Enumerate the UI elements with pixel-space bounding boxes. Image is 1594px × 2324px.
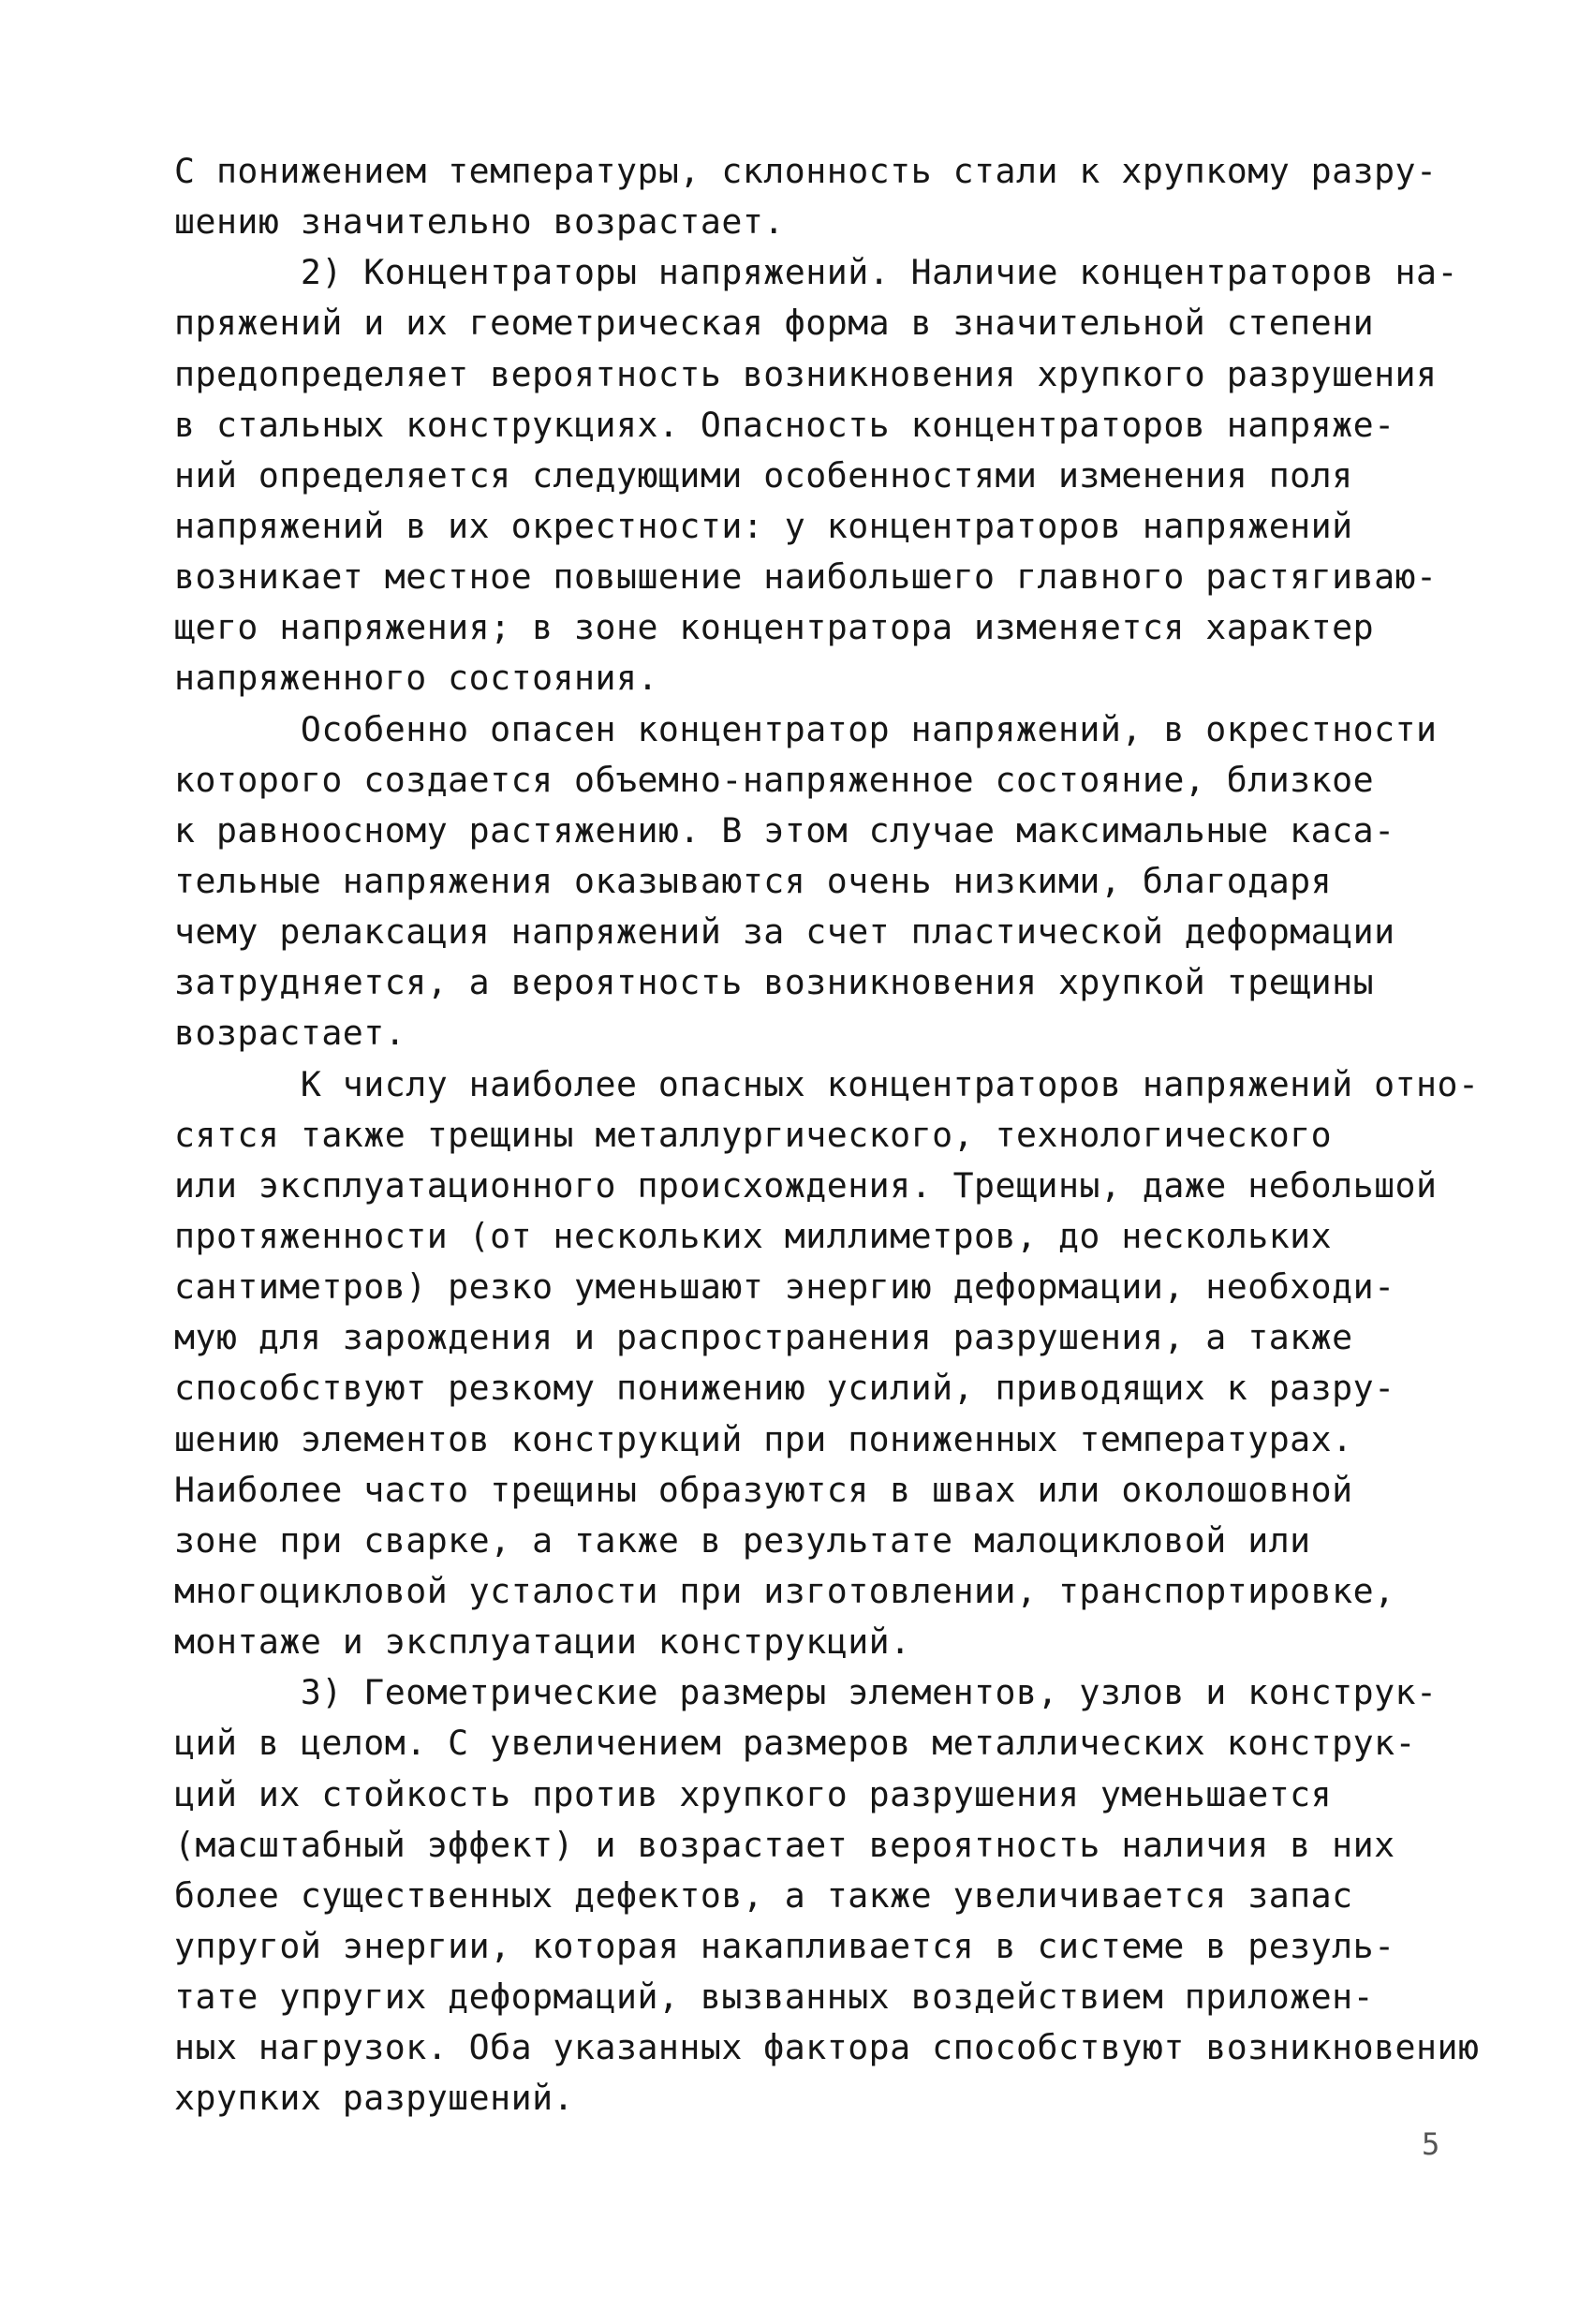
text-line: пряжений и их геометрическая форма в значительной степени <box>174 303 1375 344</box>
text-line: шению значительно возрастает. <box>174 201 785 243</box>
text-line: или эксплуатационного происхождения. Трещины, даже небольшой <box>174 1164 1438 1206</box>
text-line: предопределяет вероятность возникновения хрупкого разрушения <box>174 353 1438 394</box>
page-number: 5 <box>1422 2126 1440 2162</box>
text-line: ций их стойкость против хрупкого разрушения уменьшается <box>174 1773 1333 1814</box>
text-line: напряженного состояния. <box>174 658 658 699</box>
body-text <box>174 146 1480 2124</box>
text-line: многоцикловой усталости при изготовлении, транспортировке, <box>174 1570 1395 1611</box>
text-line: напряжений в их окрестности: у концентраторов напряжений <box>174 505 1353 546</box>
text-line: Наиболее часто трещины образуются в швах или околошовной <box>174 1469 1353 1510</box>
text-line: мую для зарождения и распространения разрушения, а также <box>174 1317 1353 1358</box>
text-line: затрудняется, а вероятность возникновения хрупкой трещины <box>174 962 1375 1003</box>
text-line: тате упругих деформаций, вызванных воздействием приложен- <box>174 1976 1375 2018</box>
text-line: шению элементов конструкций при пониженных температурах. <box>174 1418 1353 1459</box>
text-line: зоне при сварке, а также в результате малоцикловой или <box>174 1519 1311 1561</box>
text-line: протяженности (от нескольких миллиметров, до нескольких <box>174 1215 1333 1256</box>
text-line: Особенно опасен концентратор напряжений, в окрестности <box>174 708 1438 749</box>
text-line: которого создается объемно-напряженное состояние, близкое <box>174 759 1375 800</box>
text-line: монтаже и эксплуатации конструкций. <box>174 1621 911 1663</box>
text-line: сантиметров) резко уменьшают энергию деформации, необходи- <box>174 1266 1395 1308</box>
text-line: возрастает. <box>174 1013 406 1054</box>
text-line: сятся также трещины металлургического, технологического <box>174 1114 1333 1155</box>
text-line: ний определяется следующими особенностями изменения поля <box>174 454 1353 496</box>
text-line: более существенных дефектов, а также увеличивается запас <box>174 1874 1353 1916</box>
text-line: (масштабный эффект) и возрастает вероятность наличия в них <box>174 1824 1395 1865</box>
text-line: К числу наиболее опасных концентраторов напряжений отно- <box>174 1063 1480 1104</box>
text-line: тельные напряжения оказываются очень низкими, благодаря <box>174 860 1333 901</box>
text-line: С понижением температуры, склонность стали к хрупкому разру- <box>174 151 1438 191</box>
text-line: ных нагрузок. Оба указанных фактора способствуют возникновению <box>174 2027 1480 2068</box>
text-line: возникает местное повышение наибольшего главного растягиваю- <box>174 556 1438 598</box>
text-line: ций в целом. С увеличением размеров металлических конструк- <box>174 1723 1417 1764</box>
text-line: в стальных конструкциях. Опасность концентраторов напряже- <box>174 404 1395 445</box>
text-line: чему релаксация напряжений за счет пластической деформации <box>174 911 1395 953</box>
text-line: 2) Концентраторы напряжений. Наличие концентраторов на- <box>174 252 1458 293</box>
text-line: способствуют резкому понижению усилий, приводящих к разру- <box>174 1368 1395 1409</box>
text-line: 3) Геометрические размеры элементов, узлов и конструк- <box>174 1672 1438 1713</box>
text-line: упругой энергии, которая накапливается в системе в резуль- <box>174 1925 1395 1966</box>
text-line: хрупких разрушений. <box>174 2078 575 2119</box>
text-line: щего напряжения; в зоне концентратора изменяется характер <box>174 607 1375 648</box>
text-line: к равноосному растяжению. В этом случае максимальные каса- <box>174 809 1395 851</box>
